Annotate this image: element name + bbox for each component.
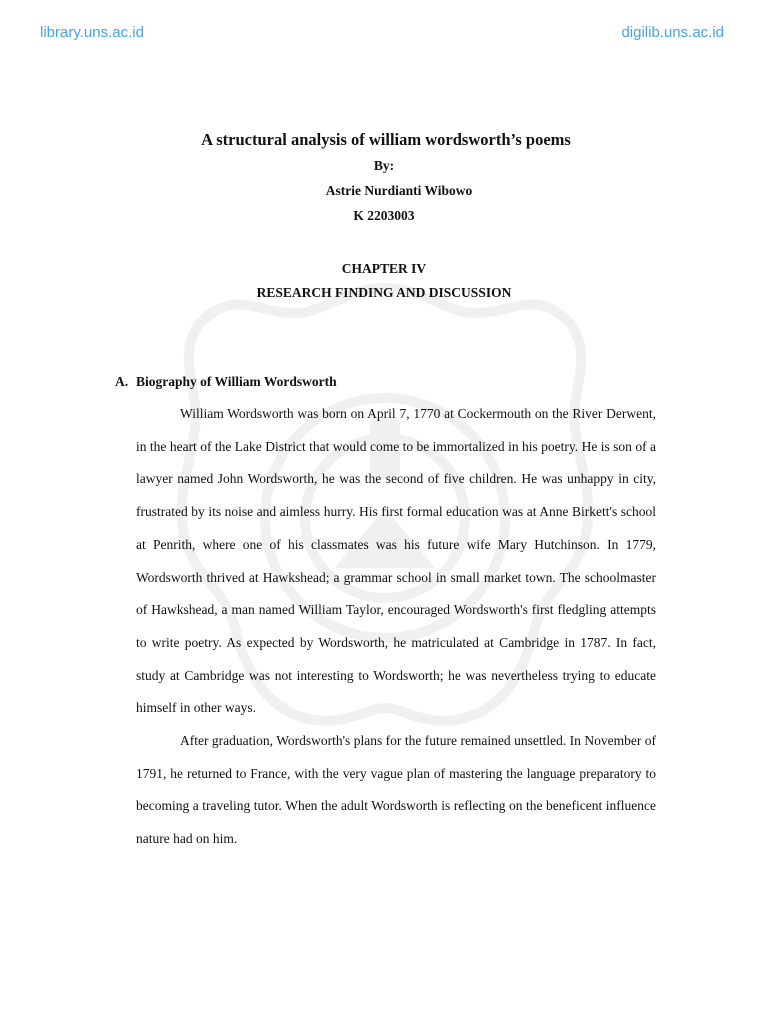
header-left-link[interactable]: library.uns.ac.id bbox=[40, 24, 144, 41]
body-text bbox=[136, 398, 656, 856]
by-label: By: bbox=[373, 158, 395, 173]
author-name: Astrie Nurdianti Wibowo bbox=[325, 183, 473, 198]
header-right-link[interactable]: digilib.uns.ac.id bbox=[621, 24, 724, 41]
paragraph: After graduation, Wordsworth's plans for the future remained unsettled. In November of 1791, he returned to France, with the very vague plan of mastering the language preparatory to becoming a traveling tutor. When the adult Wordsworth is reflecting on the beneficent influence nature had on him. bbox=[136, 733, 656, 847]
section-title: Biography of William Wordsworth bbox=[136, 374, 337, 389]
paragraph: William Wordsworth was born on April 7, 1770 at Cockermouth on the River Derwent, in the heart of the Lake District that would come to be immortalized in his poetry. He is son of a lawyer named John Wordsworth, he was the second of five children. He was unhappy in city, frustrated by its noise and aimless hurry. His first formal education was at Anne Birkett's school at Penrith, where one of his classmates was his future wife Mary Hutchinson. In 1779, Wordsworth thrived at Hawkshead; a grammar school in small market town. The schoolmaster of Hawkshead, a man named William Taylor, encouraged Wordsworth's first fledgling attempts to write poetry. As expected by Wordsworth, he matriculated at Cambridge in 1787. In fact, study at Cambridge was not interesting to Wordsworth; he was nevertheless trying to educate himself in other ways. bbox=[136, 406, 656, 716]
student-id: K 2203003 bbox=[353, 208, 415, 223]
section-heading bbox=[115, 374, 337, 390]
chapter-title: RESEARCH FINDING AND DISCUSSION bbox=[256, 285, 512, 300]
section-marker: A. bbox=[115, 374, 129, 389]
document-title: A structural analysis of william wordsworth’s poems bbox=[201, 130, 571, 149]
chapter-heading: CHAPTER IV bbox=[341, 261, 427, 276]
